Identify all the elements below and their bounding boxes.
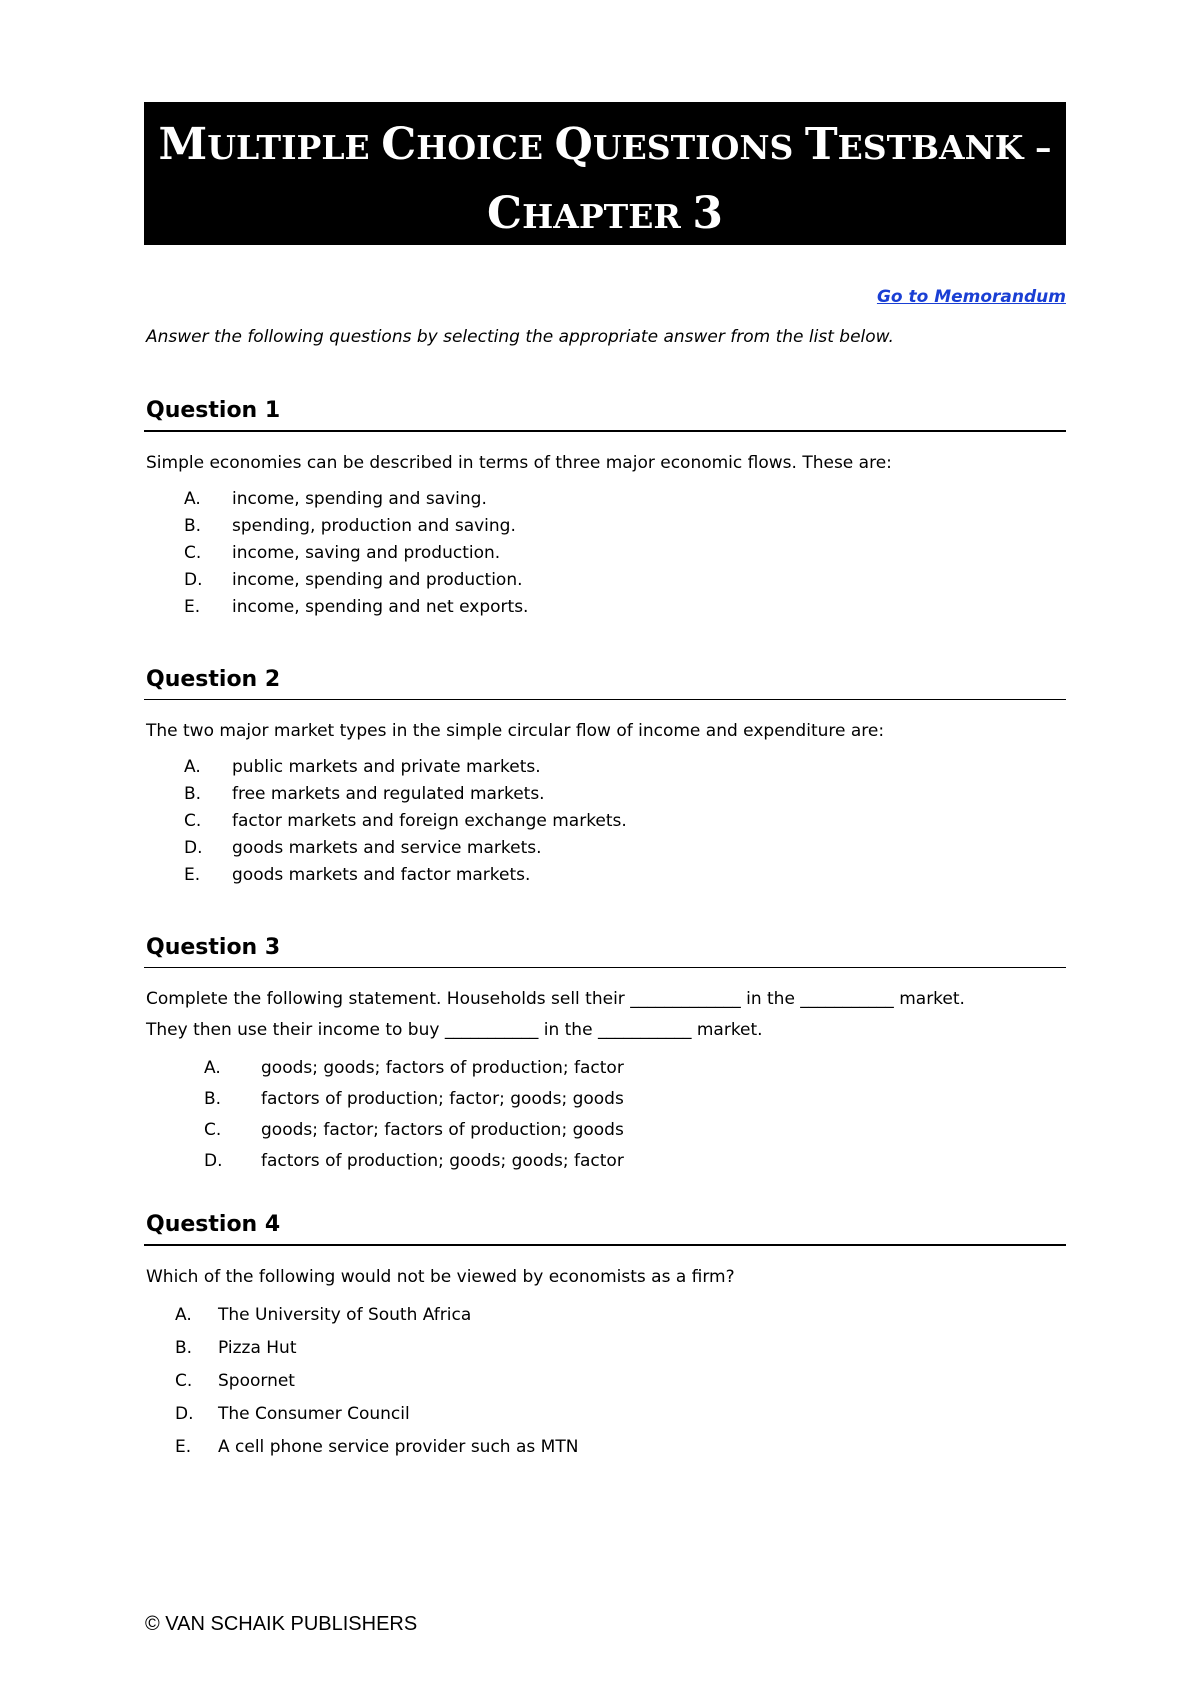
option-a[interactable] bbox=[146, 1305, 1066, 1338]
title-word-cap: Q bbox=[554, 119, 593, 170]
question-heading: Question 3 bbox=[146, 935, 281, 960]
option-d[interactable] bbox=[146, 570, 1066, 597]
option-text: The University of South Africa bbox=[218, 1305, 472, 1325]
question-stem-line: They then use their income to buy ___________ in the ___________ market. bbox=[146, 1020, 763, 1040]
options-list bbox=[146, 1058, 1066, 1182]
option-letter: B. bbox=[184, 516, 202, 536]
option-text: factor markets and foreign exchange markets. bbox=[232, 811, 627, 831]
option-letter: E. bbox=[184, 865, 201, 885]
option-letter: D. bbox=[204, 1151, 223, 1171]
question-1 bbox=[146, 396, 1066, 624]
heading-rule bbox=[144, 1244, 1066, 1246]
title-word-rest: UESTIONS bbox=[592, 128, 805, 167]
option-text: income, spending and production. bbox=[232, 570, 523, 590]
option-letter: D. bbox=[184, 570, 203, 590]
options-list bbox=[146, 757, 1066, 892]
instructions-text: Answer the following questions by selecting the appropriate answer from the list below. bbox=[146, 327, 894, 347]
title-word-cap: M bbox=[158, 119, 208, 170]
option-letter: C. bbox=[204, 1120, 222, 1140]
question-heading: Question 2 bbox=[146, 667, 281, 692]
option-text: goods; goods; factors of production; factor bbox=[261, 1058, 624, 1078]
option-text: Spoornet bbox=[218, 1371, 295, 1391]
option-e[interactable] bbox=[146, 597, 1066, 624]
option-a[interactable] bbox=[146, 489, 1066, 516]
question-stem-line: Complete the following statement. Households sell their _____________ in the ___________ market. bbox=[146, 989, 965, 1009]
title-word-cap: C bbox=[487, 188, 523, 239]
title-word-rest: ESTBANK – bbox=[837, 128, 1052, 167]
option-d[interactable] bbox=[146, 1404, 1066, 1437]
option-letter: D. bbox=[175, 1404, 194, 1424]
heading-rule bbox=[144, 967, 1066, 968]
option-c[interactable] bbox=[146, 1371, 1066, 1404]
option-letter: A. bbox=[204, 1058, 221, 1078]
option-text: income, spending and saving. bbox=[232, 489, 487, 509]
heading-rule bbox=[144, 699, 1066, 700]
option-letter: A. bbox=[175, 1305, 192, 1325]
title-line-2 bbox=[144, 181, 1066, 250]
option-b[interactable] bbox=[146, 1089, 1066, 1120]
memorandum-link[interactable]: Go to Memorandum bbox=[876, 287, 1066, 307]
title-word-cap: C bbox=[381, 119, 417, 170]
option-b[interactable] bbox=[146, 516, 1066, 543]
option-text: The Consumer Council bbox=[218, 1404, 410, 1424]
option-b[interactable] bbox=[146, 1338, 1066, 1371]
option-c[interactable] bbox=[146, 811, 1066, 838]
option-c[interactable] bbox=[146, 543, 1066, 570]
question-stem: Simple economies can be described in terms of three major economic flows. These are: bbox=[146, 453, 892, 473]
title-word-cap: T bbox=[804, 119, 838, 170]
question-2 bbox=[146, 665, 1066, 892]
option-text: goods; factor; factors of production; goods bbox=[261, 1120, 624, 1140]
option-text: income, spending and net exports. bbox=[232, 597, 529, 617]
question-4 bbox=[146, 1210, 1066, 1470]
title-banner bbox=[144, 102, 1066, 245]
option-letter: C. bbox=[184, 811, 202, 831]
option-letter: B. bbox=[184, 784, 202, 804]
options-list bbox=[146, 489, 1066, 624]
question-stem: Which of the following would not be viewed by economists as a firm? bbox=[146, 1267, 735, 1287]
option-letter: A. bbox=[184, 489, 201, 509]
option-d[interactable] bbox=[146, 1151, 1066, 1182]
option-letter: A. bbox=[184, 757, 201, 777]
option-d[interactable] bbox=[146, 838, 1066, 865]
question-3 bbox=[146, 933, 1066, 1182]
option-text: factors of production; factor; goods; goods bbox=[261, 1089, 624, 1109]
heading-rule bbox=[144, 430, 1066, 432]
question-heading: Question 1 bbox=[146, 398, 281, 423]
option-text: spending, production and saving. bbox=[232, 516, 516, 536]
option-letter: E. bbox=[175, 1437, 192, 1457]
option-b[interactable] bbox=[146, 784, 1066, 811]
option-a[interactable] bbox=[146, 757, 1066, 784]
title-word-rest: ULTIPLE bbox=[207, 128, 382, 167]
title-word-rest: HOICE bbox=[416, 128, 555, 167]
option-text: goods markets and service markets. bbox=[232, 838, 542, 858]
option-text: public markets and private markets. bbox=[232, 757, 541, 777]
option-letter: B. bbox=[204, 1089, 222, 1109]
title-word-cap: 3 bbox=[692, 188, 723, 239]
option-letter: C. bbox=[175, 1371, 193, 1391]
option-letter: E. bbox=[184, 597, 201, 617]
option-text: A cell phone service provider such as MTN bbox=[218, 1437, 579, 1457]
option-text: factors of production; goods; goods; factor bbox=[261, 1151, 624, 1171]
option-text: Pizza Hut bbox=[218, 1338, 297, 1358]
option-e[interactable] bbox=[146, 1437, 1066, 1470]
options-list bbox=[146, 1305, 1066, 1470]
question-stem: The two major market types in the simple circular flow of income and expenditure are: bbox=[146, 721, 885, 741]
option-letter: C. bbox=[184, 543, 202, 563]
option-e[interactable] bbox=[146, 865, 1066, 892]
option-letter: B. bbox=[175, 1338, 193, 1358]
title-line-1 bbox=[144, 112, 1066, 181]
title-word-rest: HAPTER bbox=[522, 197, 693, 236]
question-stem bbox=[146, 984, 1066, 1046]
option-letter: D. bbox=[184, 838, 203, 858]
option-text: goods markets and factor markets. bbox=[232, 865, 531, 885]
option-c[interactable] bbox=[146, 1120, 1066, 1151]
option-a[interactable] bbox=[146, 1058, 1066, 1089]
option-text: free markets and regulated markets. bbox=[232, 784, 545, 804]
question-heading: Question 4 bbox=[146, 1212, 281, 1237]
option-text: income, saving and production. bbox=[232, 543, 501, 563]
publisher-footer: © VAN SCHAIK PUBLISHERS bbox=[145, 1613, 418, 1635]
